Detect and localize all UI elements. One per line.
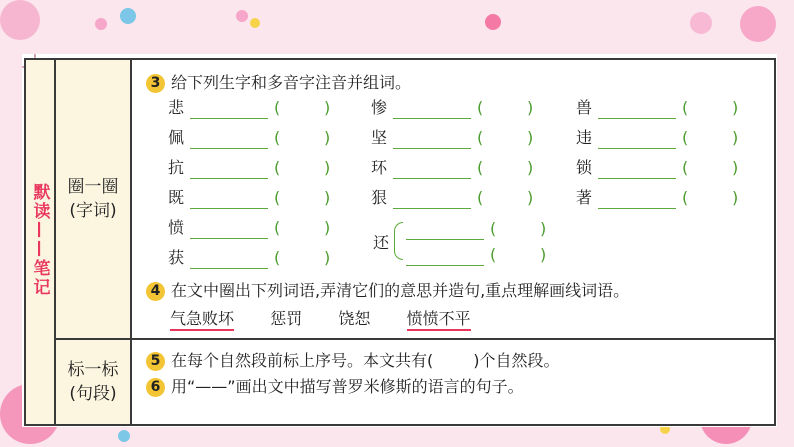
question-number-4: 4 [146,282,165,301]
char: 既 [168,188,185,207]
paren-close: ) [527,158,534,177]
paren-close: ) [324,218,331,237]
paren-close: ) [324,128,331,147]
char-item [371,187,533,209]
worksheet-card [22,54,777,427]
pinyin-blank[interactable] [190,162,268,179]
pinyin-blank[interactable] [406,249,484,266]
paren-open: ( [682,128,689,147]
notes-table [24,58,776,426]
question-number-5: 5 [146,352,165,371]
paren-close: ) [732,188,739,207]
pinyin-blank[interactable] [393,102,471,119]
word-list [170,306,471,329]
pinyin-blank[interactable] [393,192,471,209]
paren-open: ( [477,188,484,207]
section1-label-line1: 圈一圈 [67,177,119,197]
polyphone-char: 还 [373,233,390,252]
char: 坚 [371,128,388,147]
flower-decoration-icon [690,12,712,34]
char: 佩 [168,128,185,147]
brace-icon [394,222,403,260]
paren-close: ) [324,188,331,207]
paren-close: ) [324,98,331,117]
paren-open: ( [274,128,281,147]
question-5-text-before: 在每个自然段前标上序号。本文共有( [171,351,434,370]
question-number-3: 3 [146,74,165,93]
vocab-word-underlined: 气急败坏 [170,309,234,331]
char-item [576,127,738,149]
side-header-text: 默读——笔记 [29,182,50,297]
paren-close: ) [324,158,331,177]
char-item [168,187,330,209]
pinyin-blank[interactable] [598,162,676,179]
question-4-text: 在文中圈出下列词语,弄清它们的意思并造句,重点理解画线词语。 [171,281,630,300]
paren-close: ) [324,248,331,267]
char-item [371,97,533,119]
paren-open: ( [490,219,497,238]
char-item [168,97,330,119]
pinyin-blank[interactable] [393,162,471,179]
section1-label-line2: (字词) [69,201,117,221]
paren-close: ) [540,219,547,238]
flower-decoration-icon [120,8,136,24]
paren-open: ( [274,188,281,207]
char-item [576,187,738,209]
pinyin-blank[interactable] [190,252,268,269]
section2-label-line1: 标一标 [67,360,119,380]
vocab-word: 饶恕 [338,309,371,328]
question-number-6: 6 [146,378,165,397]
char: 愤 [168,218,185,237]
paren-close: ) [527,188,534,207]
section2-label-cell [55,339,131,425]
pinyin-blank[interactable] [406,223,484,240]
vocab-word-underlined: 愤愤不平 [407,309,471,331]
question-5-text-after: )个自然段。 [473,351,560,370]
paren-open: ( [490,245,497,264]
question-4 [146,278,629,301]
flower-decoration-icon [95,18,107,30]
flower-decoration-icon [740,6,776,42]
pinyin-blank[interactable] [190,192,268,209]
paren-close: ) [732,128,739,147]
paren-open: ( [477,98,484,117]
char: 惨 [371,98,388,117]
section2-content [131,339,775,425]
paren-close: ) [527,128,534,147]
char-item [371,157,533,179]
paren-open: ( [274,218,281,237]
paren-open: ( [682,188,689,207]
paren-open: ( [274,98,281,117]
polyphone-item-2 [406,244,546,266]
paren-open: ( [477,128,484,147]
flower-decoration-icon [118,430,130,442]
char-item [576,97,738,119]
question-5 [146,348,560,371]
section1-label-cell [55,59,131,339]
question-6-text-after: ”画出文中描写普罗米修斯的语言的句子。 [227,377,524,396]
char: 兽 [576,98,593,117]
pinyin-blank[interactable] [190,102,268,119]
char-item [168,157,330,179]
pinyin-blank[interactable] [598,132,676,149]
paren-open: ( [274,248,281,267]
char: 狠 [371,188,388,207]
char: 获 [168,248,185,267]
char: 锁 [576,158,593,177]
polyphone-item-1 [406,218,546,240]
pinyin-blank[interactable] [190,132,268,149]
char: 违 [576,128,593,147]
pinyin-blank[interactable] [598,192,676,209]
paren-close: ) [732,98,739,117]
paren-close: ) [540,245,547,264]
flower-decoration-icon [236,10,248,22]
paren-open: ( [477,158,484,177]
char: 著 [576,188,593,207]
char: 抗 [168,158,185,177]
paren-open: ( [682,158,689,177]
paren-close: ) [527,98,534,117]
pinyin-blank[interactable] [598,102,676,119]
pinyin-blank[interactable] [190,222,268,239]
paren-close: ) [732,158,739,177]
line-mark: —— [195,377,228,396]
question-3-text: 给下列生字和多音字注音并组词。 [171,73,412,92]
char: 悲 [168,98,185,117]
paren-open: ( [682,98,689,117]
section2-label-line2: (句段) [69,384,117,404]
char-item [371,127,533,149]
question-3 [146,70,411,93]
question-6-text-before: 用“ [171,377,196,396]
flower-decoration-icon [0,0,40,40]
char: 环 [371,158,388,177]
char-item [576,157,738,179]
flower-decoration-icon [250,18,260,28]
char-item [168,217,330,239]
flower-decoration-icon [485,14,501,30]
char-item [168,127,330,149]
paren-open: ( [274,158,281,177]
char-item [168,247,330,269]
question-6 [146,374,524,397]
vocab-word: 惩罚 [270,309,303,328]
pinyin-blank[interactable] [393,132,471,149]
side-header-cell [25,59,55,425]
section1-content [131,59,775,339]
